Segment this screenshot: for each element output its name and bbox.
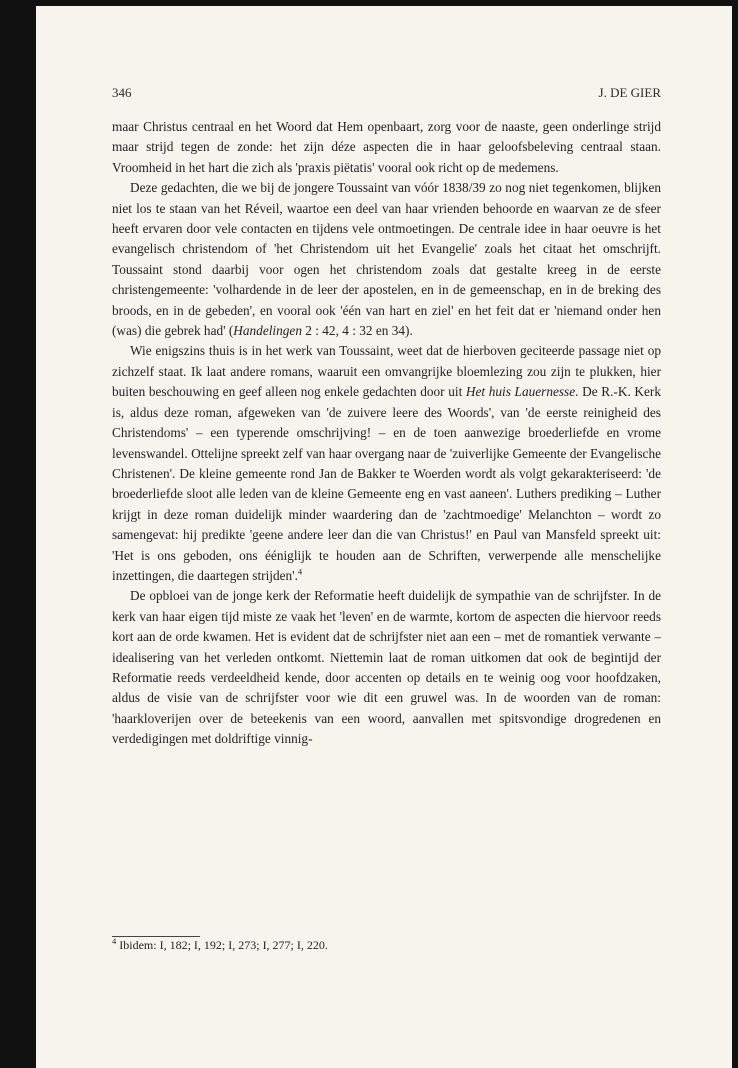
footnote-reference: 4 — [297, 566, 303, 577]
scan-border-left — [0, 0, 36, 1068]
paragraph-2: Deze gedachten, die we bij de jongere Toussaint van vóór 1838/39 zo nog niet tegenkomen, blijken niet los te staan van het Réveil, waartoe een deel van haar vrienden behoorde en waarvan ze de sfeer heeft ervaren door vele contacten en tijdens vele ontmoetingen. De centrale idee in haar oeuvre is het evangelisch christendom of 'het Christendom uit het Evangelie' zoals het citaat het omschrijft. Toussaint stond daarbij voor ogen het christendom zoals dat gestalte kreeg in de eerste christengemeente: 'volhardende in de leer der apostelen, en in de gemeenschap, en in de breking des broods, en in de gebeden', en vooral ook 'één van hart en ziel' en het feit dat er 'niemand onder hen (was) die gebrek had' (Handelingen 2 : 42, 4 : 32 en 34). — [112, 180, 661, 339]
footnote — [112, 938, 661, 953]
paragraph-3: Wie enigszins thuis is in het werk van Toussaint, weet dat de hierboven geciteerde passage niet op zichzelf staat. Ik laat andere romans, waaruit een omvangrijke bloemlezing zou zijn te plukken, hier buiten beschouwing en geef alleen nog enkele gedachten door uit Het huis Lauernesse. De R.-K. Kerk is, aldus deze roman, afgeweken van 'de zuivere leere des Woords', van 'de eerste reinigheid des Christendoms' – een typerende omschrijving! – en de toen aanwezige broederliefde en vrome levenswandel. Ottelijne spreekt zelf van haar overgang naar de 'zuiverlijke Gemeente der Evangelische Christenen'. De kleine gemeente rond Jan de Bakker te Woerden wordt als volgt gekarakteriseerd: 'de broederliefde sloot alle leden van de kleine Gemeente eng en vast aaneen'. Luthers prediking – Luther krijgt in deze roman duidelijk minder waardering dan de 'zachtmoedige' Melanchton – wordt zo samengevat: hij predikte 'geene andere leer dan die van Christus!' en Paul van Mansfeld spreekt uit: 'Het is ons geboden, ons ééniglijk te houden aan de Schriften, verwerpende alle menschelijke inzettingen, die daartegen strijden'.$^4$ — [112, 343, 661, 583]
body-text — [112, 117, 661, 750]
footnote-divider — [112, 936, 200, 937]
running-head: J. DE GIER — [598, 85, 661, 100]
paragraph-1: maar Christus centraal en het Woord dat Hem openbaart, zorg voor de naaste, geen onderlinge strijd maar strijd tegen de zonde: het zijn déze aspecten die in haar geloofsbeleving centraal staan. Vroomheid in het hart die zich als 'praxis piëtatis' vooral ook richt op de medemens. — [112, 119, 661, 175]
page-number: 346 — [112, 85, 132, 100]
scan-border-right — [732, 0, 738, 1068]
book-title-huis-lauernesse: Het huis Lauernesse — [465, 384, 576, 400]
page-header — [112, 85, 661, 101]
book-title-handelingen: Handelingen — [233, 323, 302, 339]
footnote-marker: 4 — [112, 936, 117, 946]
paragraph-4: De opbloei van de jonge kerk der Reformatie heeft duidelijk de sympathie van de schrijfster. In de kerk van haar eigen tijd miste ze vaak het 'leven' en de warmte, kortom de aspecten die hiervoor reeds kort aan de orde kwamen. Het is evident dat de schrijfster niet aan een – met de romantiek verwante – idealisering van het verleden ontkomt. Niettemin laat de roman uitkomen dat ook de begintijd der Reformatie reeds verdeeldheid kende, door accenten op details en te weinig oog voor hoofdzaken, aldus de visie van de schrijfster voor wie dit een gruwel was. In de woorden van de roman: 'haarkloverijen over de beteekenis van een woord, aanvallen met spitsvondige drogredenen en verdedigingen met doldriftige vinnig- — [112, 588, 661, 747]
footnote-text: Ibidem: I, 182; I, 192; I, 273; I, 277; I, 220. — [116, 938, 328, 952]
